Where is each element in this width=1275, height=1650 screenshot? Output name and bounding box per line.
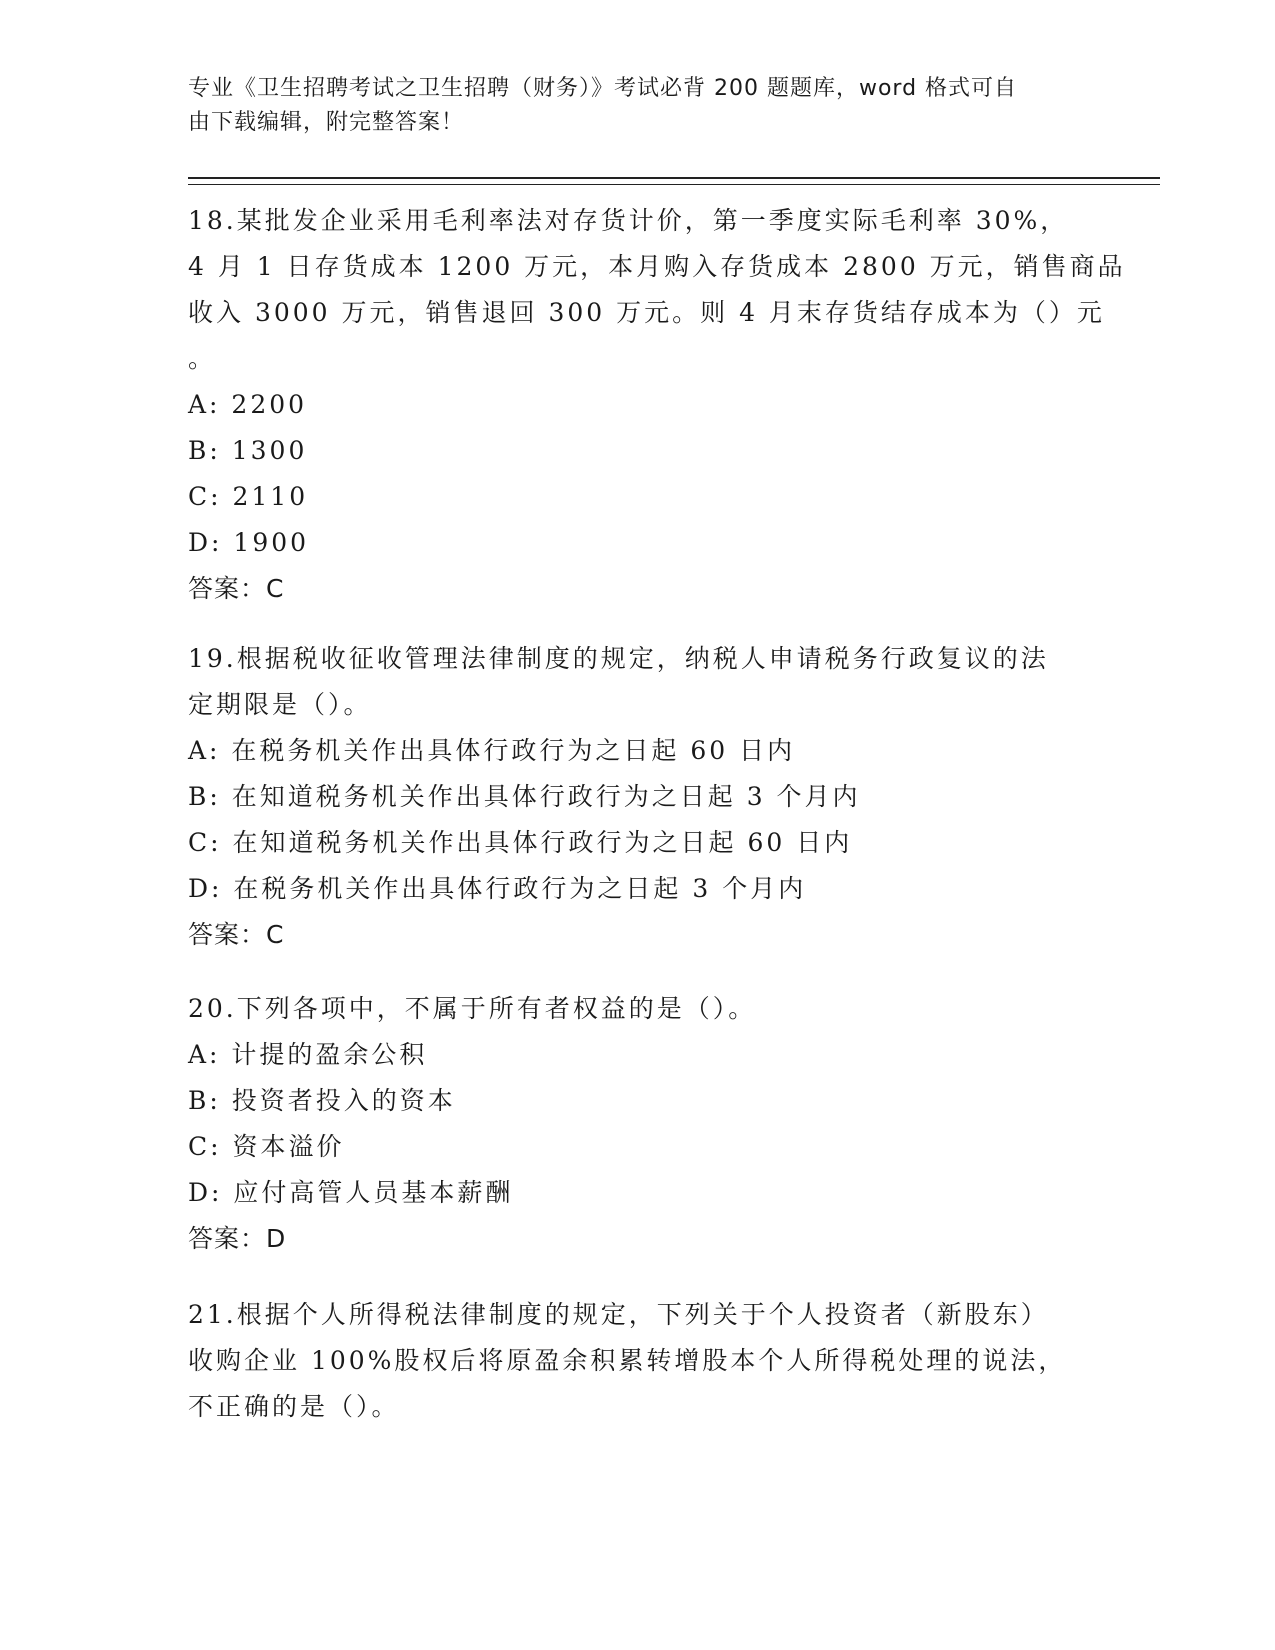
option-a: A: 在税务机关作出具体行政行为之日起 60 日内 [188,736,796,765]
question-text-line: 收入 3000 万元，销售退回 300 万元。则 4 月末存货结存成本为（）元 [188,298,1105,327]
header-line-1: 专业《卫生招聘考试之卫生招聘（财务）》考试必背 200 题题库，word 格式可自 [188,76,1018,101]
header-rule-thin [188,184,1160,185]
question-21 [188,1292,1088,1430]
answer: 答案：C [188,920,285,949]
document-header [188,72,1068,140]
answer: 答案：D [188,1224,287,1253]
option-d: D: 在税务机关作出具体行政行为之日起 3 个月内 [188,874,807,903]
option-b: B: 1300 [188,436,308,465]
question-text-line: 18.某批发企业采用毛利率法对存货计价，第一季度实际毛利率 30%， [188,206,1069,235]
question-text-line: 20.下列各项中，不属于所有者权益的是（）。 [188,994,757,1023]
option-a: A: 2200 [188,390,308,419]
question-text-line: 4 月 1 日存货成本 1200 万元，本月购入存货成本 2800 万元，销售商品 [188,252,1126,281]
question-20 [188,986,1088,1262]
question-text-line: 定期限是（）。 [188,690,372,719]
option-c: C: 在知道税务机关作出具体行政行为之日起 60 日内 [188,828,853,857]
option-b: B: 在知道税务机关作出具体行政行为之日起 3 个月内 [188,782,861,811]
answer: 答案：C [188,574,285,603]
question-text-line: 收购企业 100%股权后将原盈余积累转增股本个人所得税处理的说法， [188,1346,1067,1375]
header-line-2: 由下载编辑，附完整答案！ [188,110,465,135]
option-d: D: 1900 [188,528,310,557]
question-text-line: 21.根据个人所得税法律制度的规定，下列关于个人投资者（新股东） [188,1300,1049,1329]
option-a: A: 计提的盈余公积 [188,1040,428,1069]
question-text-line: 。 [188,344,217,373]
question-19 [188,636,1088,958]
question-text-line: 不正确的是（）。 [188,1392,400,1421]
question-text-line: 19.根据税收征收管理法律制度的规定，纳税人申请税务行政复议的法 [188,644,1049,673]
option-b: B: 投资者投入的资本 [188,1086,456,1115]
option-d: D: 应付高管人员基本薪酬 [188,1178,514,1207]
option-c: C: 2110 [188,482,309,511]
option-c: C: 资本溢价 [188,1132,345,1161]
header-rule-thick [188,177,1160,179]
question-18 [188,198,1126,612]
